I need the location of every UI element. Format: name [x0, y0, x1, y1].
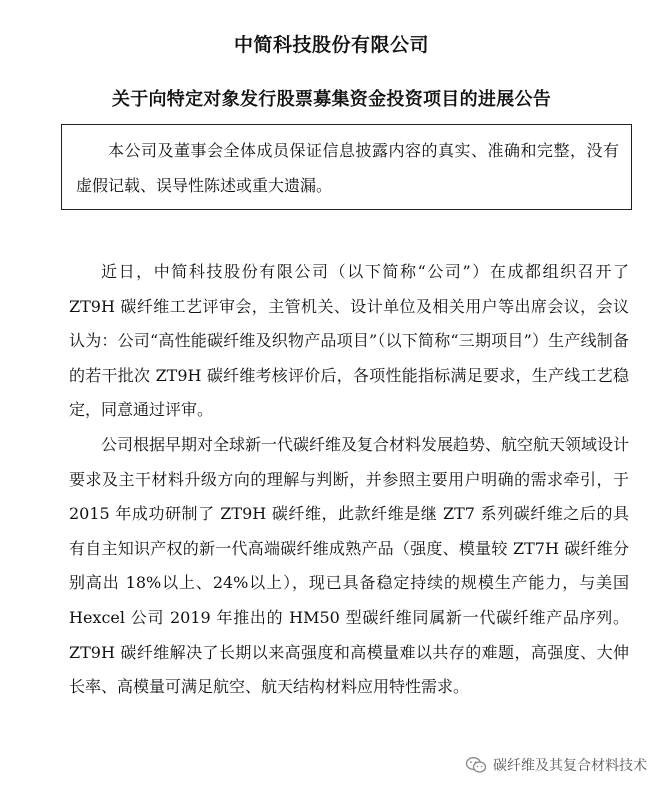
body-paragraph-1: 近日，中简科技股份有限公司（以下简称“公司”）在成都组织召开了 ZT9H 碳纤维工艺评审会，主管机关、设计单位及相关用户等出席会议，会议认为：公司“高性能碳纤维及织物产品项目”（以下简称“三期项目”）生产线制备的若干批次 ZT9H 碳纤维考核评价后，各项性能指标满足要求，生产线工艺稳定，同意通过评审。 — [69, 262, 629, 420]
disclaimer-text: 本公司及董事会全体成员保证信息披露内容的真实、准确和完整，没有虚假记载、误导性陈述或重大遗漏。 — [76, 141, 619, 195]
company-name-heading: 中简科技股份有限公司 — [233, 34, 429, 56]
wechat-icon — [465, 756, 487, 774]
notice-title-heading: 关于向特定对象发行股票募集资金投资项目的进展公告 — [111, 89, 552, 110]
source-watermark — [461, 752, 651, 778]
announcement-body — [69, 255, 629, 705]
watermark-label: 碳纤维及其复合材料技术 — [493, 758, 647, 774]
disclaimer-box — [61, 124, 632, 210]
body-paragraph-2: 公司根据早期对全球新一代碳纤维及复合材料发展趋势、航空航天领域设计要求及主干材料升级方向的理解与判断，并参照主要用户明确的需求牵引，于 2015 年成功研制了 ZT9H 碳纤维，此款纤维是继 ZT7 系列碳纤维之后的具有自主知识产权的新一代高端碳纤维成熟产品（强度、模量较 ZT7H 碳纤维分别高出 18%以上、24%以上），现已具备稳定持续的规模生产能力，与美国 Hexcel 公司 2019 年推出的 HM50 型碳纤维同属新一代碳纤维产品序列。ZT9H 碳纤维解决了长期以来高强度和高模量难以共存的难题，高强度、大伸长率、高模量可满足航空、航天结构材料应用特性需求。 — [69, 434, 630, 697]
